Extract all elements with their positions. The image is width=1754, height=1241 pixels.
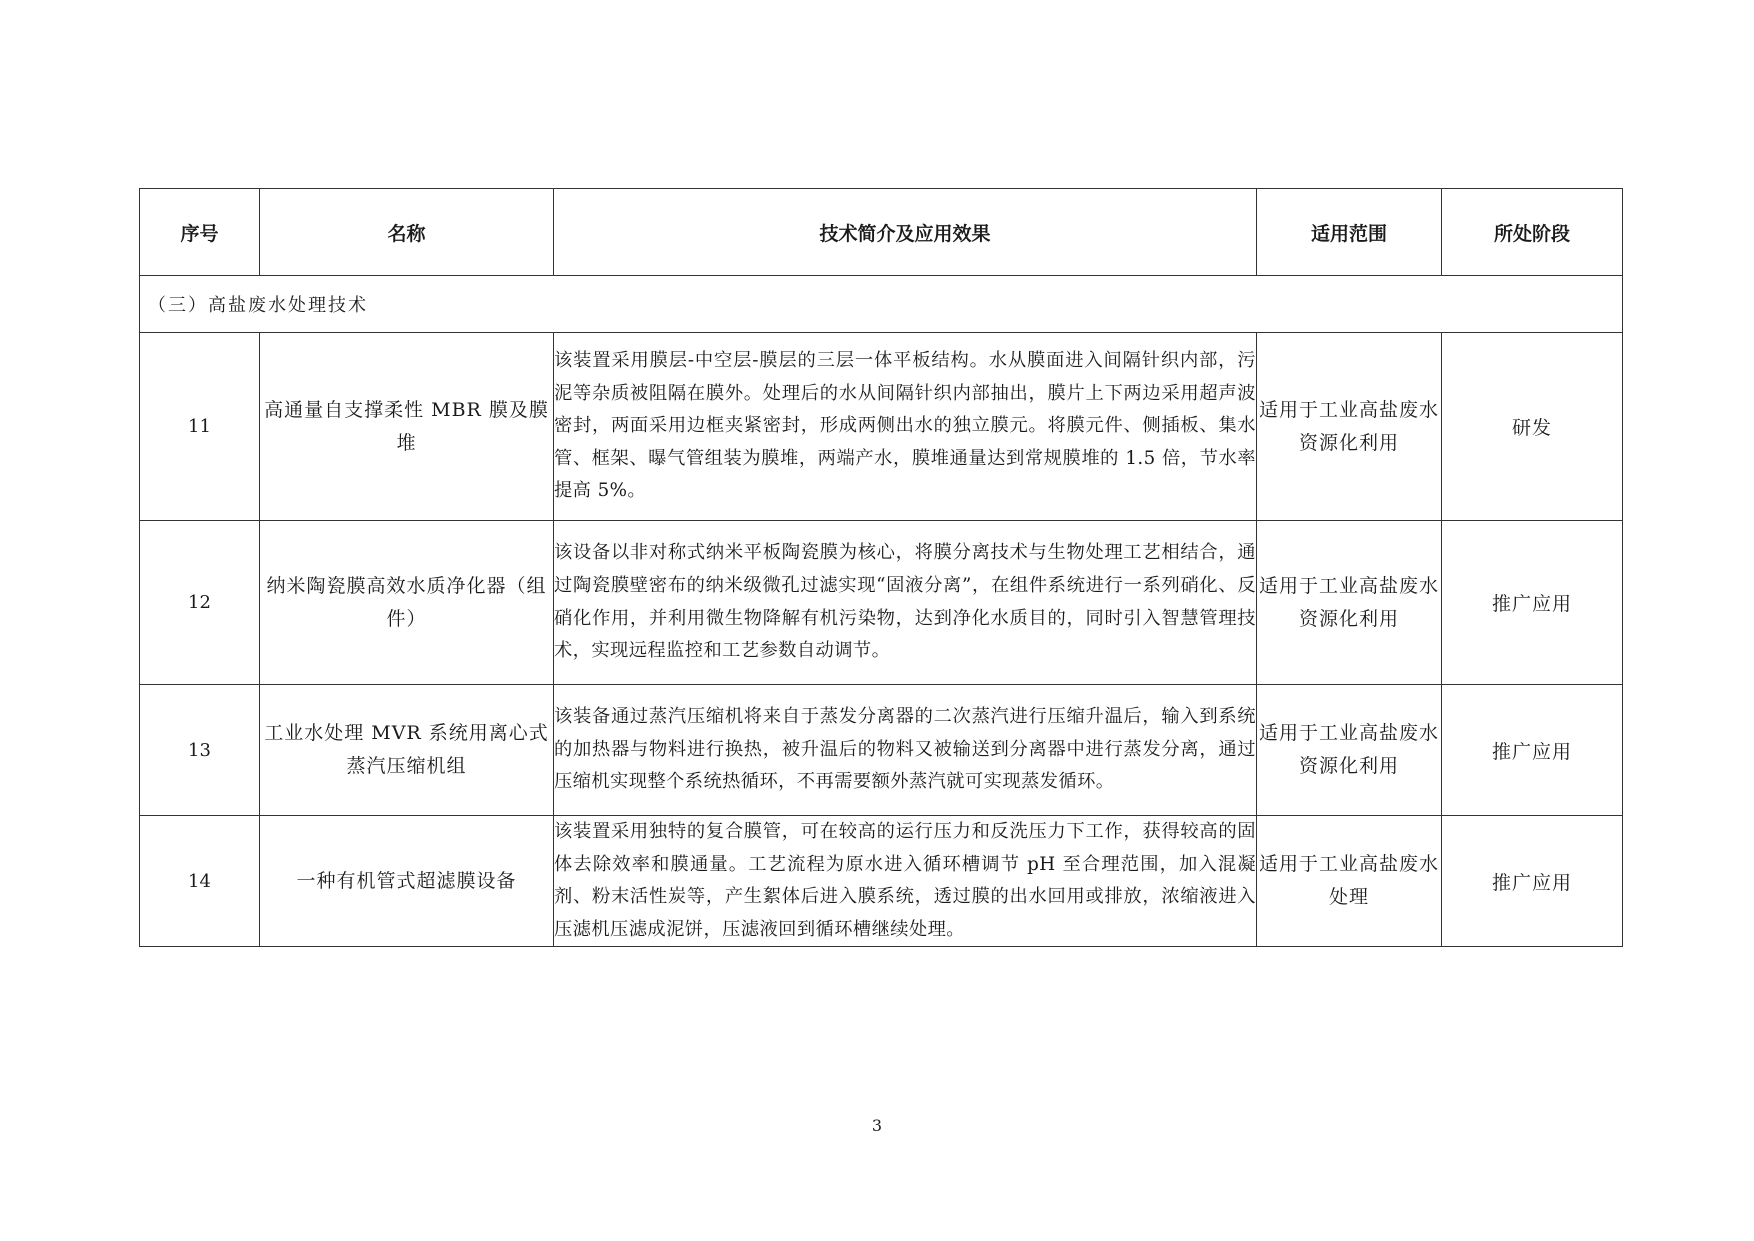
header-name: 名称	[260, 189, 554, 276]
row-seq: 11	[140, 333, 260, 521]
row-seq: 13	[140, 685, 260, 816]
row-desc: 该装备通过蒸汽压缩机将来自于蒸发分离器的二次蒸汽进行压缩升温后，输入到系统的加热器与物料进行换热，被升温后的物料又被输送到分离器中进行蒸发分离，通过压缩机实现整个系统热循环，不再需要额外蒸汽就可实现蒸发循环。	[554, 685, 1257, 816]
row-desc: 该装置采用膜层-中空层-膜层的三层一体平板结构。水从膜面进入间隔针织内部，污泥等杂质被阻隔在膜外。处理后的水从间隔针织内部抽出，膜片上下两边采用超声波密封，两面采用边框夹紧密封，形成两侧出水的独立膜元。将膜元件、侧插板、集水管、框架、曝气管组装为膜堆，两端产水，膜堆通量达到常规膜堆的 1.5 倍，节水率提高 5%。	[554, 333, 1257, 521]
row-name: 纳米陶瓷膜高效水质净化器（组件）	[260, 521, 554, 685]
row-stage: 推广应用	[1442, 685, 1623, 816]
table-row	[140, 521, 1623, 685]
table-row	[140, 816, 1623, 947]
row-stage: 推广应用	[1442, 521, 1623, 685]
row-name: 工业水处理 MVR 系统用离心式蒸汽压缩机组	[260, 685, 554, 816]
row-scope: 适用于工业高盐废水资源化利用	[1257, 521, 1442, 685]
row-scope: 适用于工业高盐废水资源化利用	[1257, 333, 1442, 521]
header-scope: 适用范围	[1257, 189, 1442, 276]
row-stage: 研发	[1442, 333, 1623, 521]
row-desc: 该设备以非对称式纳米平板陶瓷膜为核心，将膜分离技术与生物处理工艺相结合，通过陶瓷膜壁密布的纳米级微孔过滤实现“固液分离”，在组件系统进行一系列硝化、反硝化作用，并利用微生物降解有机污染物，达到净化水质目的，同时引入智慧管理技术，实现远程监控和工艺参数自动调节。	[554, 521, 1257, 685]
row-scope: 适用于工业高盐废水处理	[1257, 816, 1442, 947]
section-row	[140, 276, 1623, 333]
header-seq: 序号	[140, 189, 260, 276]
row-seq: 12	[140, 521, 260, 685]
page-number: 3	[871, 1116, 883, 1135]
header-desc: 技术简介及应用效果	[554, 189, 1257, 276]
row-name: 高通量自支撑柔性 MBR 膜及膜堆	[260, 333, 554, 521]
row-scope: 适用于工业高盐废水资源化利用	[1257, 685, 1442, 816]
table-row	[140, 685, 1623, 816]
header-row	[140, 189, 1623, 276]
table-row	[140, 333, 1623, 521]
row-seq: 14	[140, 816, 260, 947]
row-desc: 该装置采用独特的复合膜管，可在较高的运行压力和反洗压力下工作，获得较高的固体去除效率和膜通量。工艺流程为原水进入循环槽调节 pH 至合理范围，加入混凝剂、粉末活性炭等，产生絮体后进入膜系统，透过膜的出水回用或排放，浓缩液进入压滤机压滤成泥饼，压滤液回到循环槽继续处理。	[554, 816, 1257, 947]
row-name: 一种有机管式超滤膜设备	[260, 816, 554, 947]
header-stage: 所处阶段	[1442, 189, 1623, 276]
row-stage: 推广应用	[1442, 816, 1623, 947]
section-title: （三）高盐废水处理技术	[140, 276, 1623, 333]
technology-table	[139, 188, 1623, 947]
